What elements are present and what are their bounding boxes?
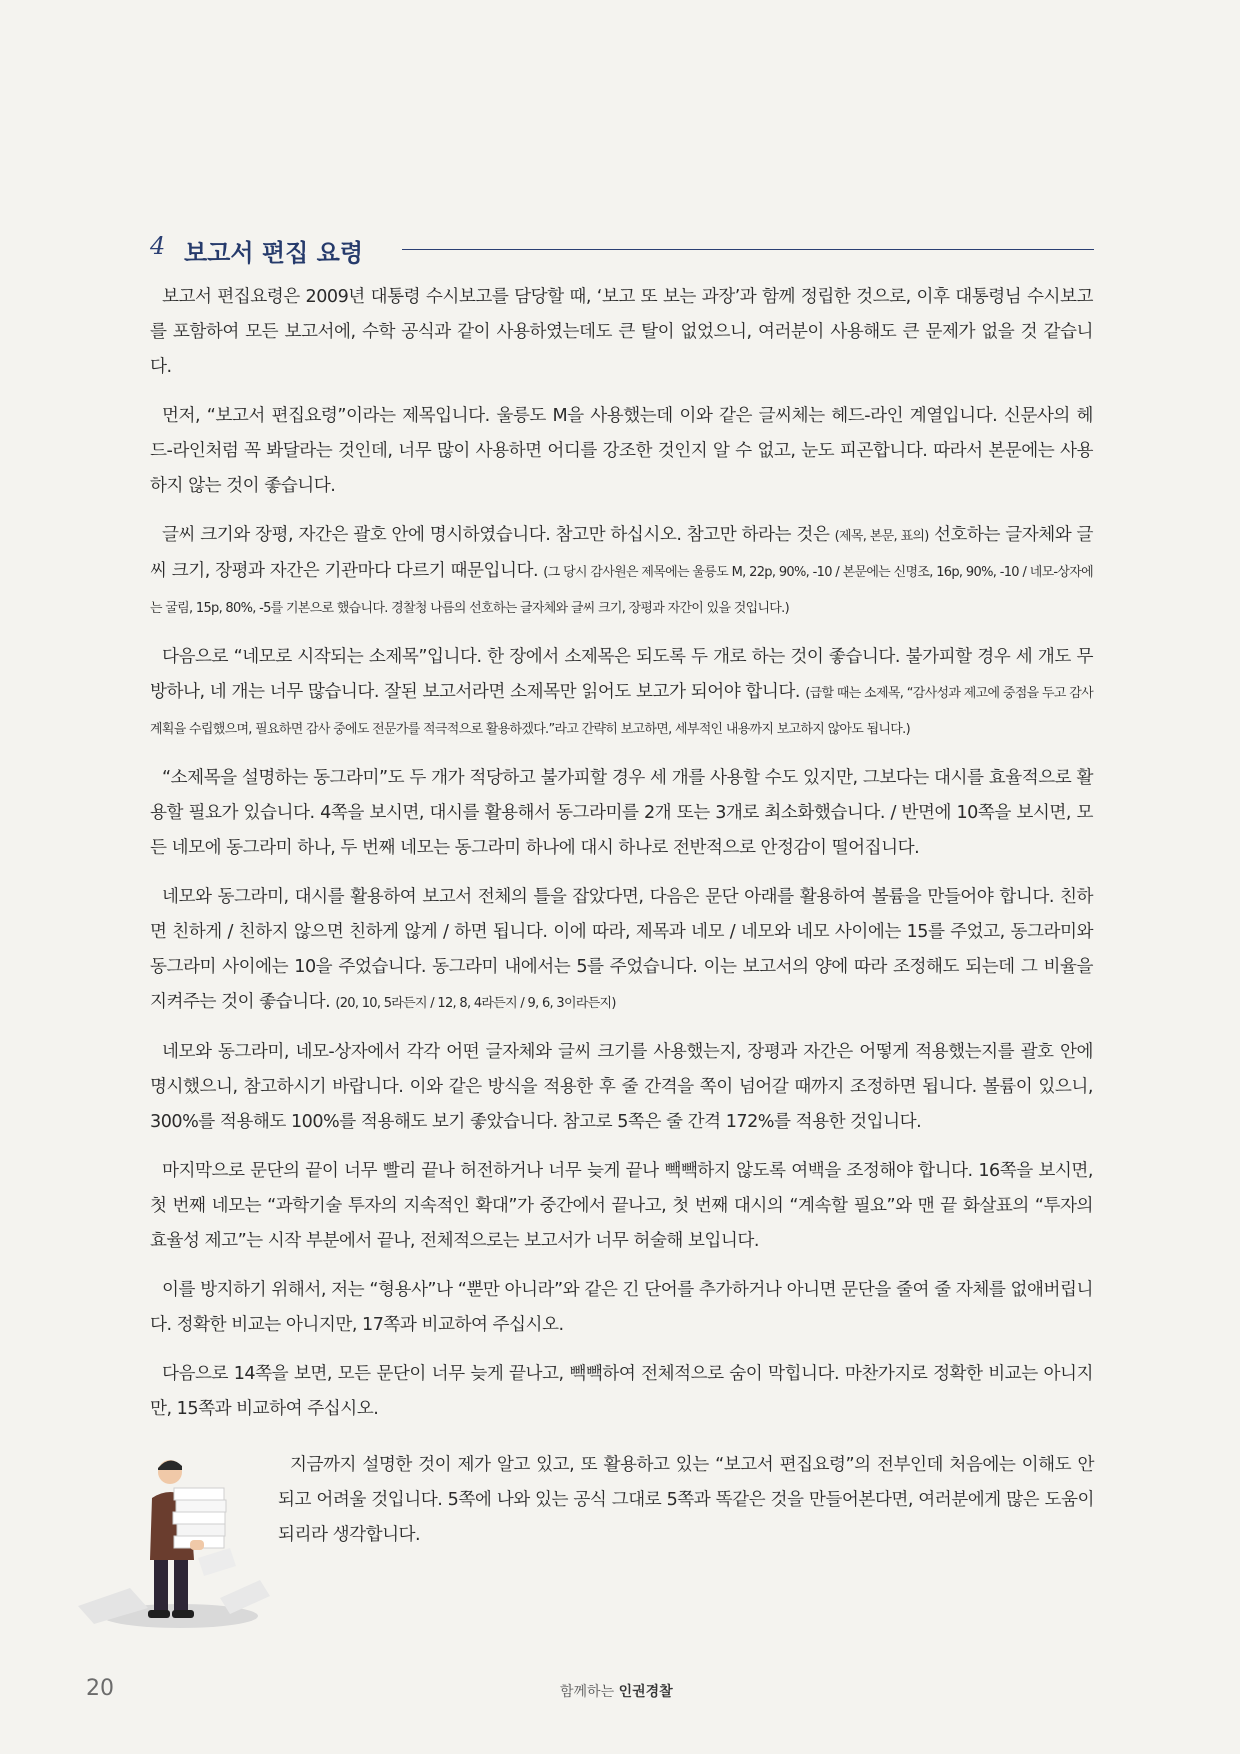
closing-section: [70, 1448, 1094, 1618]
man-carrying-papers-illustration: [70, 1448, 280, 1638]
closing-paragraph: 지금까지 설명한 것이 제가 알고 있고, 또 활용하고 있는 “보고서 편집요령”의 전부인데 처음에는 이해도 안 되고 어려울 것입니다. 5쪽에 나와 있는 공식 그대로 5쪽과 똑같은 것을 만들어본다면, 여러분에게 많은 도움이 되리라 생각합니다.: [278, 1455, 1094, 1545]
section-title: 보고서 편집 요령: [184, 239, 363, 267]
paragraph-prevent: 이를 방지하기 위해서, 저는 “형용사”나 “뿐만 아니라”와 같은 긴 단어를 추가하거나 아니면 문단을 줄여 줄 자체를 없애버립니다. 정확한 비교는 아니지만, 17쪽과 비교하여 주십시오.: [150, 1280, 1093, 1335]
section-heading: [150, 232, 1094, 272]
paragraph-font-size: 글씨 크기와 장평, 자간은 괄호 안에 명시하였습니다. 참고만 하십시오. 참고만 하라는 것은 (제목, 본문, 표의) 선호하는 글자체와 글씨 크기, 장평과 자간은 기관마다 다르기 때문입니다. (그 당시 감사원은 제목에는 울릉도 M, 22p, 90%, -10 / 본문에는 신명조, 16p, 90%, -10 / 네모-상자에는 굴림, 15p, 80%, -5를 기본으로 했습니다. 경찰청 나름의 선호하는 글자체와 글씨 크기, 장평과 자간이 있을 것입니다.): [150, 525, 1094, 616]
paragraph-intro: 보고서 편집요령은 2009년 대통령 수시보고를 담당할 때, ‘보고 또 보는 과장’과 함께 정립한 것으로, 이후 대통령님 수시보고를 포함하여 모든 보고서에, 수학 공식과 같이 사용하였는데도 큰 탈이 없었으니, 여러분이 사용해도 큰 문제가 없을 것 같습니다.: [150, 287, 1093, 377]
heading-rule: [402, 249, 1094, 250]
footer-publication: [560, 1681, 800, 1701]
paragraph-title-font: 먼저, “보고서 편집요령”이라는 제목입니다. 울릉도 M을 사용했는데 이와 같은 글씨체는 헤드-라인 계열입니다. 신문사의 헤드-라인처럼 꼭 봐달라는 것인데, 너무 많이 사용하면 어디를 강조한 것인지 알 수 없고, 눈도 피곤합니다. 따라서 본문에는 사용하지 않는 것이 좋습니다.: [150, 406, 1093, 496]
paragraph-subtitle: 다음으로 “네모로 시작되는 소제목”입니다. 한 장에서 소제목은 되도록 두 개로 하는 것이 좋습니다. 불가피할 경우 세 개도 무방하나, 네 개는 너무 많습니다. 잘된 보고서라면 소제목만 읽어도 보고가 되어야 합니다. (급할 때는 소제목, “감사성과 제고에 중점을 두고 감사계획을 수립했으며, 필요하면 감사 중에도 전문가를 적극적으로 활용하겠다.”라고 간략히 보고하면, 세부적인 내용까지 보고하지 않아도 됩니다.): [150, 647, 1093, 737]
paragraph-circle: “소제목을 설명하는 동그라미”도 두 개가 적당하고 불가피할 경우 세 개를 사용할 수도 있지만, 그보다는 대시를 효율적으로 활용할 필요가 있습니다. 4쪽을 보시면, 대시를 활용해서 동그라미를 2개 또는 3개로 최소화했습니다. / 반면에 10쪽을 보시면, 모든 네모에 동그라미 하나, 두 번째 네모는 동그라미 하나에 대시 하나로 전반적으로 안정감이 떨어집니다.: [150, 768, 1093, 858]
paragraph-margin: 마지막으로 문단의 끝이 너무 빨리 끝나 허전하거나 너무 늦게 끝나 빽빽하지 않도록 여백을 조정해야 합니다. 16쪽을 보시면, 첫 번째 네모는 “과학기술 투자의 지속적인 확대”가 중간에서 끝나고, 첫 번째 대시의 “계속할 필요”와 맨 끝 화살표의 “투자의 효율성 제고”는 시작 부분에서 끝나, 전체적으로는 보고서가 너무 허술해 보입니다.: [150, 1161, 1093, 1251]
paragraph-spacing: 네모와 동그라미, 네모-상자에서 각각 어떤 글자체와 글씨 크기를 사용했는지, 장평과 자간은 어떻게 적용했는지를 괄호 안에 명시했으니, 참고하시기 바랍니다. 이와 같은 방식을 적용한 후 줄 간격을 쪽이 넘어갈 때까지 조정하면 됩니다. 볼륨이 있으니, 300%를 적용해도 100%를 적용해도 보기 좋았습니다. 참고로 5쪽은 줄 간격 172%를 적용한 것입니다.: [150, 1042, 1093, 1132]
paragraph-volume: 네모와 동그라미, 대시를 활용하여 보고서 전체의 틀을 잡았다면, 다음은 문단 아래를 활용하여 볼륨을 만들어야 합니다. 친하면 친하게 / 친하지 않으면 친하게 않게 / 하면 됩니다. 이에 따라, 제목과 네모 / 네모와 네모 사이에는 15를 주었고, 동그라미와 동그라미 사이에는 10을 주었습니다. 동그라미 내에서는 5를 주었습니다. 이는 보고서의 양에 따라 조정해도 되는데 그 비율을 지켜주는 것이 좋습니다. (20, 10, 5라든지 / 12, 8, 4라든지 / 9, 6, 3이라든지): [150, 887, 1093, 1012]
page-number: 20: [86, 1676, 114, 1701]
footer-title: 인권경찰: [618, 1684, 673, 1700]
body-text: [150, 280, 1093, 1441]
paragraph-compare: 다음으로 14쪽을 보면, 모든 문단이 너무 늦게 끝나고, 빽빽하여 전체적으로 숨이 막힙니다. 마찬가지로 정확한 비교는 아니지만, 15쪽과 비교하여 주십시오.: [150, 1364, 1093, 1419]
footer-prefix: 함께하는: [560, 1684, 615, 1700]
section-number: 4: [150, 232, 166, 260]
